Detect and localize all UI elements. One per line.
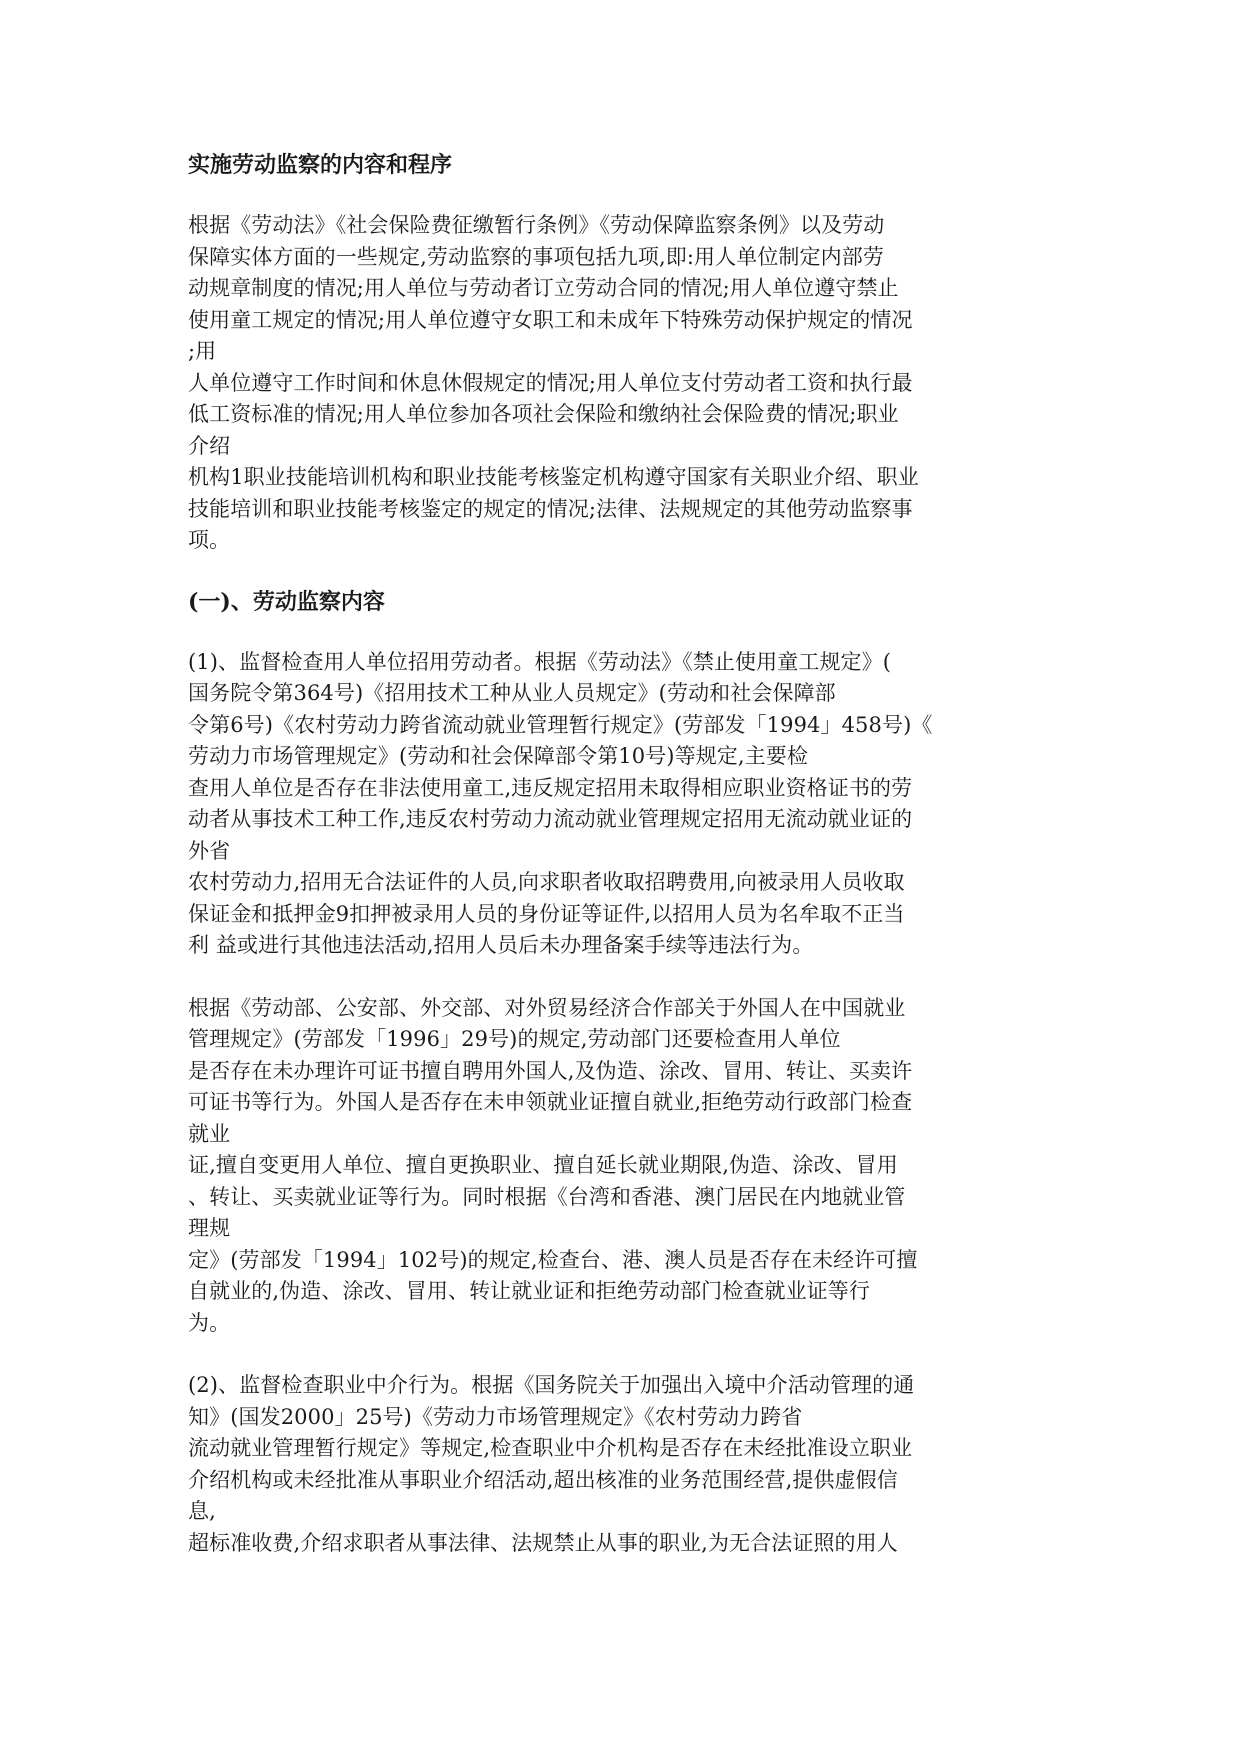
document-title: 实施劳动监察的内容和程序 [188, 152, 453, 178]
text-line: 动规章制度的情况;用人单位与劳动者订立劳动合同的情况;用人单位遵守禁止 [188, 276, 899, 300]
text-line: 证,擅自变更用人单位、擅自更换职业、擅自延长就业期限,伪造、涂改、冒用 [188, 1153, 898, 1177]
item-1-paragraph [188, 647, 1068, 962]
text-line: 农村劳动力,招用无合法证件的人员,向求职者收取招聘费用,向被录用人员收取 [188, 870, 905, 894]
section-heading: (一)、劳动监察内容 [188, 588, 385, 615]
text-line: 国务院令第364号)《招用技术工种从业人员规定》(劳动和社会保障部 [188, 681, 836, 705]
text-line: (2)、监督检查职业中介行为。根据《国务院关于加强出入境中介活动管理的通 [188, 1373, 915, 1397]
text-line: 可证书等行为。外国人是否存在未申领就业证擅自就业,拒绝劳动行政部门检查 [188, 1090, 913, 1114]
text-line: 定》(劳部发「1994」102号)的规定,检查台、港、澳人员是否存在未经许可擅 [188, 1247, 918, 1272]
text-line: 介绍 [188, 433, 231, 458]
text-line: 令第6号)《农村劳动力跨省流动就业管理暂行规定》(劳部发「1994」458号)《 [188, 712, 933, 737]
text-line: 保障实体方面的一些规定,劳动监察的事项包括九项,即:用人单位制定内部劳 [188, 244, 884, 269]
text-line: (1)、监督检查用人单位招用劳动者。根据《劳动法》《禁止使用童工规定》( [188, 649, 892, 674]
intro-paragraph [188, 210, 1068, 557]
text-line: 动者从事技术工种工作,违反农村劳动力流动就业管理规定招用无流动就业证的 [188, 807, 913, 831]
text-line: 为。 [188, 1310, 231, 1335]
text-line: 机构1职业技能培训机构和职业技能考核鉴定机构遵守国家有关职业介绍、职业 [188, 465, 919, 489]
text-line: 外省 [188, 838, 231, 863]
text-line: 就业 [188, 1121, 231, 1146]
text-line: ;用 [188, 339, 217, 363]
text-line: 流动就业管理暂行规定》等规定,检查职业中介机构是否存在未经批准设立职业 [188, 1436, 913, 1460]
text-line: 根据《劳动部、公安部、外交部、对外贸易经济合作部关于外国人在中国就业 [188, 995, 906, 1020]
text-line: 低工资标准的情况;用人单位参加各项社会保险和缴纳社会保险费的情况;职业 [188, 402, 899, 426]
text-line: 自就业的,伪造、涂改、冒用、转让就业证和拒绝劳动部门检查就业证等行 [188, 1279, 870, 1303]
text-line: 保证金和抵押金9扣押被录用人员的身份证等证件,以招用人员为名牟取不正当 [188, 901, 905, 926]
text-line: 、转让、买卖就业证等行为。同时根据《台湾和香港、澳门居民在内地就业管 [188, 1184, 906, 1209]
text-line: 劳动力市场管理规定》(劳动和社会保障部令第10号)等规定,主要检 [188, 744, 808, 768]
text-line: 介绍机构或未经批准从事职业介绍活动,超出核准的业务范围经营,提供虚假信 [188, 1467, 898, 1492]
text-line: 是否存在未办理许可证书擅自聘用外国人,及伪造、涂改、冒用、转让、买卖许 [188, 1058, 913, 1083]
text-line: 管理规定》(劳部发「1996」29号)的规定,劳动部门还要检查用人单位 [188, 1027, 841, 1051]
text-line: 使用童工规定的情况;用人单位遵守女职工和未成年下特殊劳动保护规定的情况 [188, 307, 913, 332]
item-2-paragraph [188, 1370, 1068, 1559]
text-line: 人单位遵守工作时间和休息休假规定的情况;用人单位支付劳动者工资和执行最 [188, 370, 913, 395]
text-line: 理规 [188, 1216, 231, 1240]
document-body [188, 150, 1068, 1559]
item-1-continued-paragraph [188, 993, 1068, 1340]
text-line: 查用人单位是否存在非法使用童工,违反规定招用未取得相应职业资格证书的劳 [188, 775, 913, 800]
text-line: 知》(国发2000」25号)《劳动力市场管理规定》《农村劳动力跨省 [188, 1404, 803, 1429]
text-line: 技能培训和职业技能考核鉴定的规定的情况;法律、法规规定的其他劳动监察事 [188, 496, 913, 521]
text-line: 超标准收费,介绍求职者从事法律、法规禁止从事的职业,为无合法证照的用人 [188, 1530, 898, 1555]
text-line: 利 益或进行其他违法活动,招用人员后未办理备案手续等违法行为。 [188, 933, 814, 957]
text-line: 根据《劳动法》《社会保险费征缴暂行条例》《劳动保障监察条例》以及劳动 [188, 213, 885, 237]
text-line: 项。 [188, 528, 231, 552]
text-line: 息, [188, 1499, 216, 1523]
